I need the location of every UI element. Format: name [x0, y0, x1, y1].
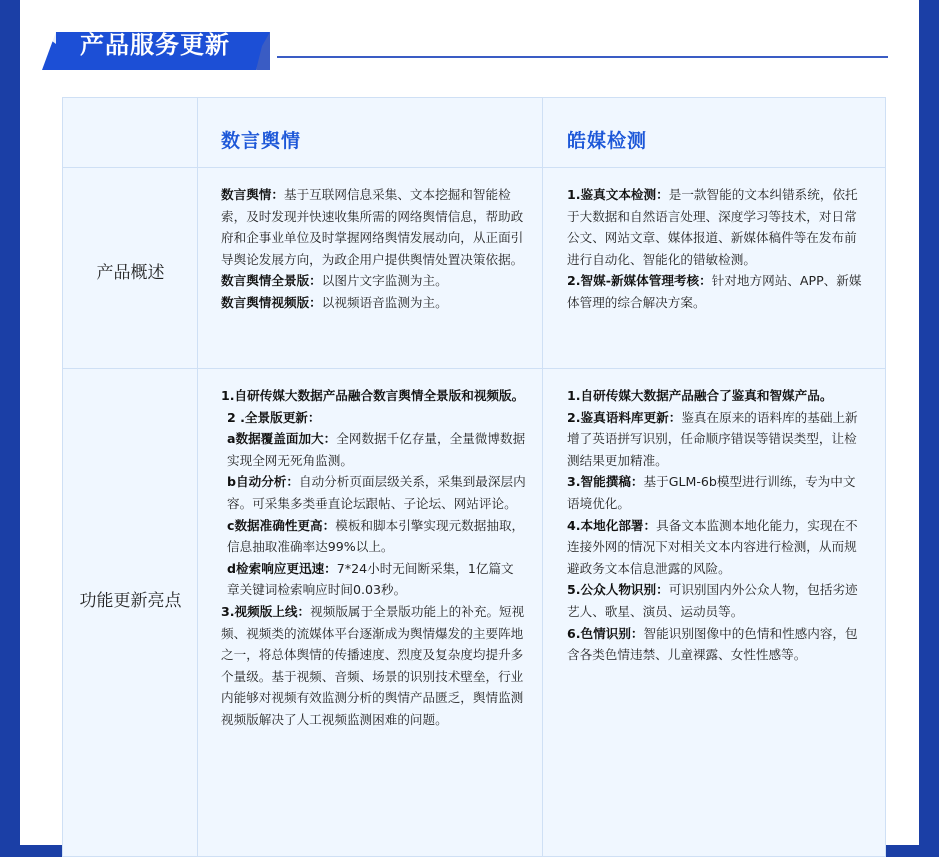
paragraph-heading: 6.色情识别：: [567, 625, 644, 641]
paragraph: [221, 184, 526, 270]
comparison-table: [62, 97, 886, 857]
row-divider: [63, 368, 885, 369]
left-border: [0, 0, 20, 845]
paragraph: [567, 471, 867, 514]
paragraph-heading: 3.视频版上线：: [221, 603, 311, 619]
paragraph-heading: 2.智媒-新媒体管理考核：: [567, 273, 712, 289]
section-title: 产品服务更新: [80, 31, 230, 59]
paragraph-heading: a数据覆盖面加大：: [227, 431, 337, 447]
features-left-cell: [221, 385, 526, 731]
paragraph: [221, 385, 526, 407]
section-divider: [277, 56, 888, 58]
paragraph: [221, 601, 526, 731]
paragraph-heading: 3.智能撰稿：: [567, 474, 644, 490]
paragraph: [567, 623, 867, 666]
paragraph-text: 针对地方网站、APP、新媒体管理的综合解决方案。: [567, 273, 862, 310]
paragraph: [567, 385, 867, 407]
paragraph-heading: 1.自研传媒大数据产品融合了鉴真和智媒产品。: [567, 388, 833, 403]
paragraph-heading: 数言舆情全景版：: [221, 273, 322, 289]
right-border: [919, 0, 939, 845]
paragraph-heading: 2.鉴真语料库更新：: [567, 409, 682, 425]
paragraph-heading: 1.自研传媒大数据产品融合数言舆情全景版和视频版。: [221, 388, 525, 403]
paragraph-heading: 数言舆情：: [221, 187, 284, 202]
paragraph: [567, 515, 867, 580]
paragraph-text: 智能识别图像中的色情和性感内容，包含各类色情违禁、儿童裸露、女性性感等。: [567, 625, 858, 663]
paragraph: [221, 407, 526, 429]
features-right-cell: [567, 385, 867, 666]
paragraph-text: 全网数据千亿存量，全量微博数据实现全网无死角监测。: [227, 431, 526, 468]
paragraph-heading: 1.鉴真文本检测：: [567, 187, 669, 202]
paragraph-text: 以图片文字监测为主。: [321, 273, 448, 289]
paragraph-text: 自动分析页面层级关系，采集到最深层内容。可采集多类垂直论坛跟帖、子论坛、网站评论。: [227, 474, 526, 511]
paragraph: [221, 515, 526, 558]
column-header-right: 皓媒检测: [567, 130, 648, 152]
paragraph: [221, 270, 526, 292]
paragraph-heading: 数言舆情视频版：: [221, 294, 322, 310]
paragraph: [567, 184, 867, 270]
paragraph-text: 基于互联网信息采集、文本挖掘和智能检索，及时发现并快速收集所需的网络舆情信息，帮助政府和企事业单位及时掌握网络舆情发展动向，从正面引导舆论发展方向，为政企用户提供舆情处置决策依据。: [221, 187, 524, 267]
overview-left-cell: [221, 184, 526, 314]
paragraph: [221, 471, 526, 514]
paragraph-text: 模板和脚本引擎实现元数据抽取，信息抽取准确率达99%以上。: [227, 517, 525, 555]
section-header: [42, 26, 888, 72]
paragraph-heading: 2 .全景版更新：: [227, 409, 321, 425]
paragraph-heading: c数据准确性更高：: [227, 517, 336, 533]
paragraph: [567, 270, 867, 313]
paragraph: [567, 579, 867, 622]
paragraph-text: 7*24小时无间断采集，1亿篇文章关键词检索响应时间0.03秒。: [227, 560, 514, 598]
paragraph: [567, 407, 867, 472]
paragraph: [221, 558, 526, 601]
row-divider: [63, 167, 885, 168]
paragraph: [221, 292, 526, 314]
label-column: [63, 98, 198, 856]
paragraph-text: 具备文本监测本地化能力，实现在不连接外网的情况下对相关文本内容进行检测，从而规避政务文本信息泄露的风险。: [567, 517, 858, 576]
paragraph-heading: 5.公众人物识别：: [567, 582, 669, 598]
overview-right-cell: [567, 184, 867, 314]
paragraph-text: 可识别国内外公众人物，包括劣迹艺人、歌星、演员、运动员等。: [567, 582, 858, 619]
paragraph-heading: b自动分析：: [227, 474, 299, 490]
paragraph-text: 视频版属于全景版功能上的补充。短视频、视频类的流媒体平台逐渐成为舆情爆发的主要阵地之一，将总体舆情的传播速度、烈度及复杂度均提升多个量级。基于视频、音频、场景的识别技术壁垒，行业内能够对视频有效监测分析的舆情产品匮乏，舆情监测视频版解决了人工视频监测困难的问题。: [221, 603, 525, 727]
column-header-left: 数言舆情: [221, 130, 302, 152]
row-label-overview: 产品概述: [96, 263, 165, 283]
paragraph-text: 鉴真在原来的语料库的基础上新增了英语拼写识别，任命顺序错误等错误类型，让检测结果更加精准。: [567, 409, 858, 468]
paragraph-heading: d检索响应更迅速：: [227, 560, 337, 576]
paragraph-text: 是一款智能的文本纠错系统，依托于大数据和自然语言处理、深度学习等技术，对日常公文、网站文章、媒体报道、新媒体稿件等在发布前进行自动化、智能化的错敏检测。: [567, 187, 858, 267]
paragraph-text: 以视频语音监测为主。: [321, 294, 448, 310]
paragraph-heading: 4.本地化部署：: [567, 517, 657, 533]
row-label-features: 功能更新亮点: [79, 591, 182, 611]
paragraph-text: 基于GLM-6b模型进行训练，专为中文语境优化。: [567, 474, 856, 511]
paragraph: [221, 428, 526, 471]
